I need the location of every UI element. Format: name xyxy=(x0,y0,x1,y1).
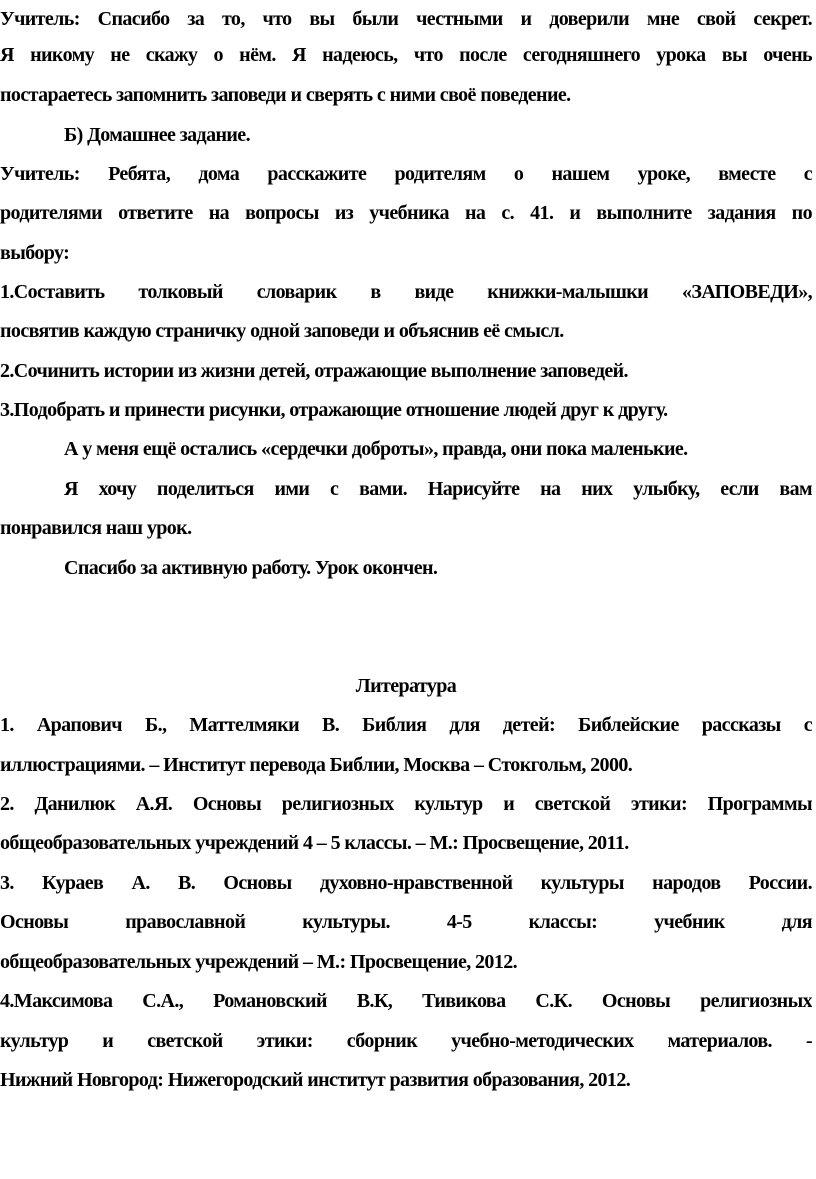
hearts-paragraph: А у меня ещё остались «сердечки доброты», правда, они пока маленькие. xyxy=(64,438,688,460)
literature-item-3-line-2: Основы православной культуры. 4-5 классы: учебник для xyxy=(0,911,812,933)
task-2: 2.Сочинить истории из жизни детей, отражающие выполнение заповедей. xyxy=(0,360,628,382)
closing-paragraph: Спасибо за активную работу. Урок окончен. xyxy=(64,557,438,579)
homework-heading: Б) Домашнее задание. xyxy=(64,124,250,146)
teacher-paragraph-1-line-3: постараетесь запомнить заповеди и сверять с ними своё поведение. xyxy=(0,84,571,106)
literature-item-1-line-1: 1. Арапович Б., Маттелмяки В. Библия для детей: Библейские рассказы с xyxy=(0,714,812,736)
teacher-label: Учитель: xyxy=(0,8,80,30)
share-paragraph-line-1: Я хочу поделиться ими с вами. Нарисуйте на них улыбку, если вам xyxy=(64,478,812,500)
teacher-paragraph-2-line-2: родителями ответите на вопросы из учебника на с. 41. и выполните задания по xyxy=(0,202,812,224)
literature-item-1-line-2: иллюстрациями. – Институт перевода Библии, Москва – Стокгольм, 2000. xyxy=(0,754,633,776)
teacher-paragraph-2-line-1 xyxy=(0,157,812,191)
literature-item-4-line-3: Нижний Новгород: Нижегородский институт развития образования, 2012. xyxy=(0,1069,631,1091)
task-3: 3.Подобрать и принести рисунки, отражающие отношение людей друг к другу. xyxy=(0,399,668,421)
literature-item-2-line-1: 2. Данилюк А.Я. Основы религиозных культур и светской этики: Программы xyxy=(0,793,812,815)
teacher-label: Учитель: xyxy=(0,163,80,185)
literature-item-3-line-1: 3. Кураев А. В. Основы духовно-нравственной культуры народов России. xyxy=(0,872,812,894)
literature-item-4-line-2: культур и светской этики: сборник учебно-методических материалов. - xyxy=(0,1030,812,1052)
share-paragraph-line-2: понравился наш урок. xyxy=(0,517,192,539)
teacher-speech: Ребята, дома расскажите родителям о нашем уроке, вместе с xyxy=(79,163,812,185)
literature-item-2-line-2: общеобразовательных учреждений 4 – 5 классы. – М.: Просвещение, 2011. xyxy=(0,832,629,854)
literature-item-3-line-3: общеобразовательных учреждений – М.: Просвещение, 2012. xyxy=(0,951,518,973)
literature-item-4-line-1: 4.Максимова С.А., Романовский В.К, Тивикова С.К. Основы религиозных xyxy=(0,990,812,1012)
teacher-paragraph-1-line-2: Я никому не скажу о нём. Я надеюсь, что после сегодняшнего урока вы очень xyxy=(0,44,812,66)
literature-title: Литература xyxy=(355,675,457,697)
task-1-line-1: 1.Составить толковый словарик в виде книжки-малышки «ЗАПОВЕДИ», xyxy=(0,281,812,303)
task-1-line-2: посвятив каждую страничку одной заповеди и объяснив её смысл. xyxy=(0,320,564,342)
teacher-paragraph-1-line-1 xyxy=(0,2,812,36)
teacher-paragraph-2-line-3: выбору: xyxy=(0,242,70,264)
teacher-speech: Спасибо за то, что вы были честными и доверили мне свой секрет. xyxy=(79,8,812,30)
